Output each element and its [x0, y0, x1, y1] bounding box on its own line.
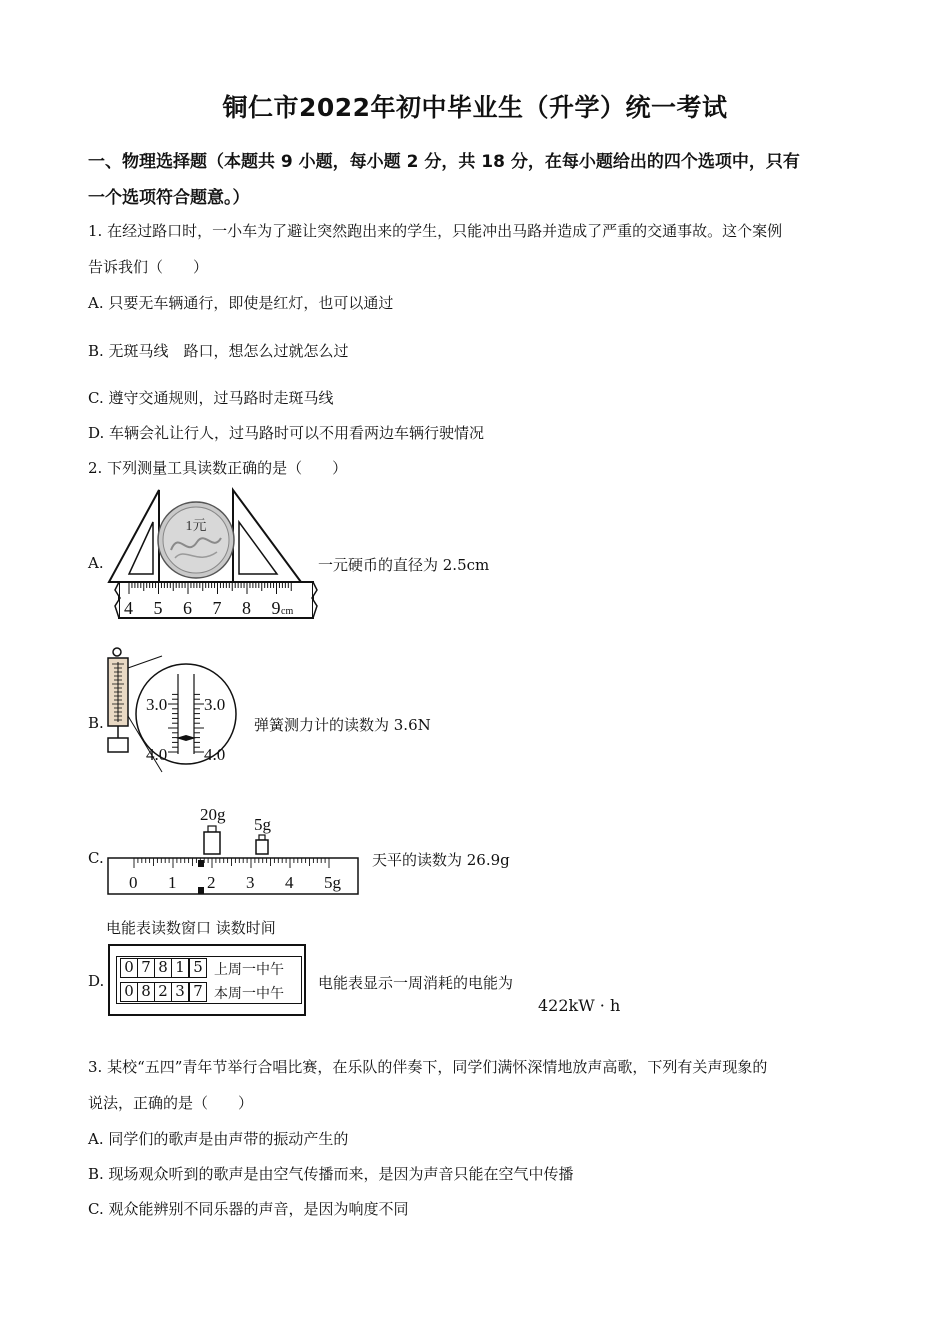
q2-option-d-label: D.: [88, 972, 105, 990]
svg-text:4.0: 4.0: [204, 745, 226, 764]
q2-option-a-caption: 一元硬币的直径为 2.5cm: [318, 556, 490, 574]
q1-option-d: D. 车辆会礼让行人，过马路时可以不用看两边车辆行驶情况: [88, 424, 485, 442]
ruler-number: 6: [183, 598, 192, 618]
beam-number: 3: [246, 873, 255, 892]
ruler-number: 7: [212, 598, 222, 618]
section-header-line2: 一个选项符合题意。）: [88, 188, 250, 208]
reading-1-time: 上周一中午: [214, 962, 284, 978]
q2-option-c-caption: 天平的读数为 26.9g: [372, 851, 510, 869]
weight-20g: [204, 832, 220, 854]
exam-title: 铜仁市2022年初中毕业生（升学）统一考试: [222, 93, 728, 122]
reading-row-1: 0 7 8 1 5: [120, 958, 207, 978]
weight-20g-label: 20g: [200, 805, 226, 824]
q3-option-a: A. 同学们的歌声是由声带的振动产生的: [88, 1130, 349, 1148]
q2-option-b-label: B.: [88, 714, 104, 732]
ruler-number: 5: [153, 598, 163, 618]
beam-number: 1: [168, 873, 177, 892]
svg-text:4.0: 4.0: [146, 745, 168, 764]
beam-number: 4: [285, 873, 294, 892]
left-set-square: [109, 490, 159, 582]
q2-option-b-caption: 弹簧测力计的读数为 3.6N: [254, 716, 431, 734]
q1-option-c: C. 遵守交通规则，过马路时走斑马线: [88, 389, 334, 407]
q2-option-d-caption: 电能表显示一周消耗的电能为: [318, 974, 514, 992]
svg-text:3.0: 3.0: [146, 695, 168, 714]
q2-option-d-value: 422kW · h: [538, 996, 621, 1015]
rider-bottom: [198, 887, 204, 894]
coin-text: 1元: [185, 519, 207, 534]
q1-stem-line2: 告诉我们（ ）: [88, 258, 209, 276]
meter-window: [108, 944, 306, 1016]
beam-number: 0: [129, 873, 138, 892]
q3-option-c: C. 观众能辨别不同乐器的声音，是因为响度不同: [88, 1200, 409, 1218]
ruler-number: 8: [242, 598, 251, 618]
reading-2-time: 本周一中午: [214, 986, 284, 1002]
spring-scale-figure: [102, 646, 242, 778]
ruler-number: 9: [271, 598, 281, 618]
balance-figure: [104, 802, 366, 900]
rider-top: [198, 860, 204, 867]
reading-row-2: 0 8 2 3 7: [120, 982, 207, 1002]
weight-5g: [256, 840, 268, 854]
balance-beam: [108, 858, 358, 894]
section-header-line1: 一、物理选择题（本题共 9 小题，每小题 2 分，共 18 分，在每小题给出的四个选项中，只有: [88, 152, 800, 172]
beam-number: 5g: [324, 873, 341, 892]
weight-5g-label: 5g: [254, 815, 271, 834]
q3-stem-line1: 3. 某校“五四”青年节举行合唱比赛，在乐队的伴奏下，同学们满怀深情地放声高歌，下列有关声现象的: [88, 1058, 768, 1076]
q2-option-c-label: C.: [88, 849, 104, 867]
beam-number: 2: [207, 873, 216, 892]
right-set-square: [233, 490, 301, 582]
q2-option-d-header: 电能表读数窗口 读数时间: [106, 919, 276, 937]
q1-option-b: B. 无斑马线 路口，想怎么过就怎么过: [88, 342, 349, 360]
hanging-weight: [108, 738, 128, 752]
ruler-number: 4: [124, 598, 133, 618]
q3-option-b: B. 现场观众听到的歌声是由空气传播而来，是因为声音只能在空气中传播: [88, 1165, 574, 1183]
ruler-coin-figure: [105, 486, 320, 626]
q1-option-a: A. 只要无车辆通行，即使是红灯，也可以通过: [88, 294, 394, 312]
q2-stem: 2. 下列测量工具读数正确的是（ ）: [88, 459, 348, 477]
q3-stem-line2: 说法，正确的是（ ）: [88, 1094, 254, 1112]
q2-option-a-label: A.: [88, 554, 104, 572]
ruler-unit: cm: [281, 606, 294, 617]
svg-text:3.0: 3.0: [204, 695, 226, 714]
q1-stem-line1: 1. 在经过路口时，一小车为了避让突然跑出来的学生，只能冲出马路并造成了严重的交通事故。这个案例: [88, 222, 783, 240]
